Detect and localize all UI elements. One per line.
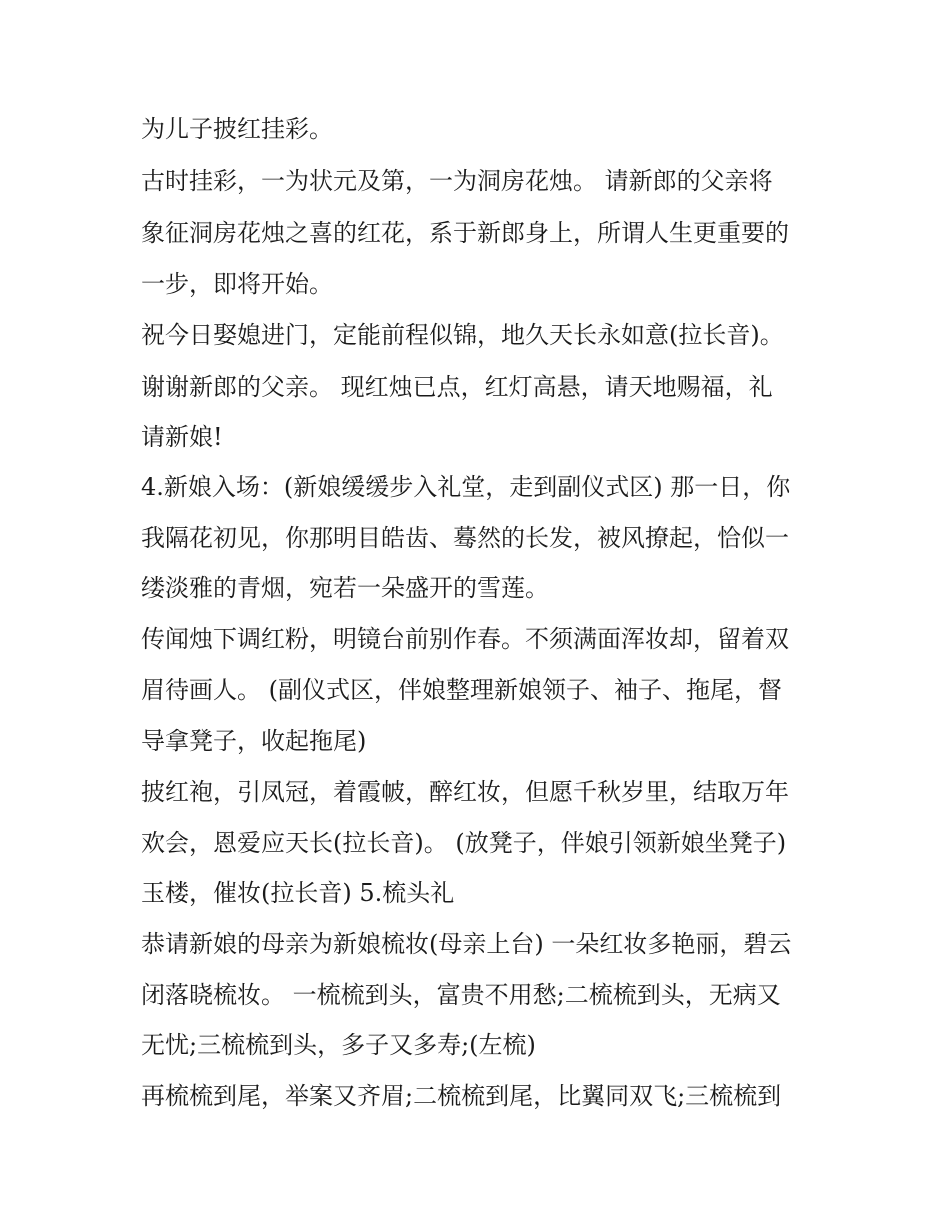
text-line: 闭落晓梳妆。 一梳梳到头，富贵不用愁;二梳梳到头，无病又 — [141, 981, 781, 1009]
text-line: 象征洞房花烛之喜的红花，系于新郎身上，所谓人生更重要的 — [141, 219, 789, 247]
text-line: 导拿凳子，收起拖尾) — [141, 727, 367, 755]
text-line: 玉楼，催妆(拉长音) 5.梳头礼 — [141, 879, 455, 907]
text-line: 一步，即将开始。 — [141, 270, 333, 298]
text-line: 4.新娘入场：(新娘缓缓步入礼堂，走到副仪式区) 那一日，你 — [141, 473, 791, 501]
text-line: 无忧;三梳梳到头，多子又多寿;(左梳) — [141, 1031, 536, 1059]
text-line: 传闻烛下调红粉，明镜台前别作春。不须满面浑妆却，留着双 — [141, 625, 789, 653]
text-line: 请新娘! — [141, 423, 223, 451]
text-line: 缕淡雅的青烟，宛若一朵盛开的雪莲。 — [141, 574, 549, 602]
text-line: 再梳梳到尾，举案又齐眉;二梳梳到尾，比翼同双飞;三梳梳到 — [141, 1082, 782, 1110]
text-line: 恭请新娘的母亲为新娘梳妆(母亲上台) 一朵红妆多艳丽，碧云 — [141, 930, 792, 958]
text-line: 谢谢新郎的父亲。 现红烛已点，红灯高悬，请天地赐福，礼 — [141, 373, 773, 401]
text-line: 眉待画人。 (副仪式区，伴娘整理新娘领子、袖子、拖尾，督 — [141, 676, 782, 704]
text-line: 古时挂彩，一为状元及第，一为洞房花烛。 请新郎的父亲将 — [141, 167, 773, 195]
text-line: 为儿子披红挂彩。 — [141, 115, 333, 143]
text-line: 祝今日娶媳进门，定能前程似锦，地久天长永如意(拉长音)。 — [141, 321, 784, 349]
text-line: 披红袍，引凤冠，着霞帔，醉红妆，但愿千秋岁里，结取万年 — [141, 778, 789, 806]
text-line: 我隔花初见，你那明目皓齿、蓦然的长发，被风撩起，恰似一 — [141, 524, 789, 552]
text-line: 欢会，恩爱应天长(拉长音)。 (放凳子，伴娘引领新娘坐凳子) — [141, 829, 787, 857]
